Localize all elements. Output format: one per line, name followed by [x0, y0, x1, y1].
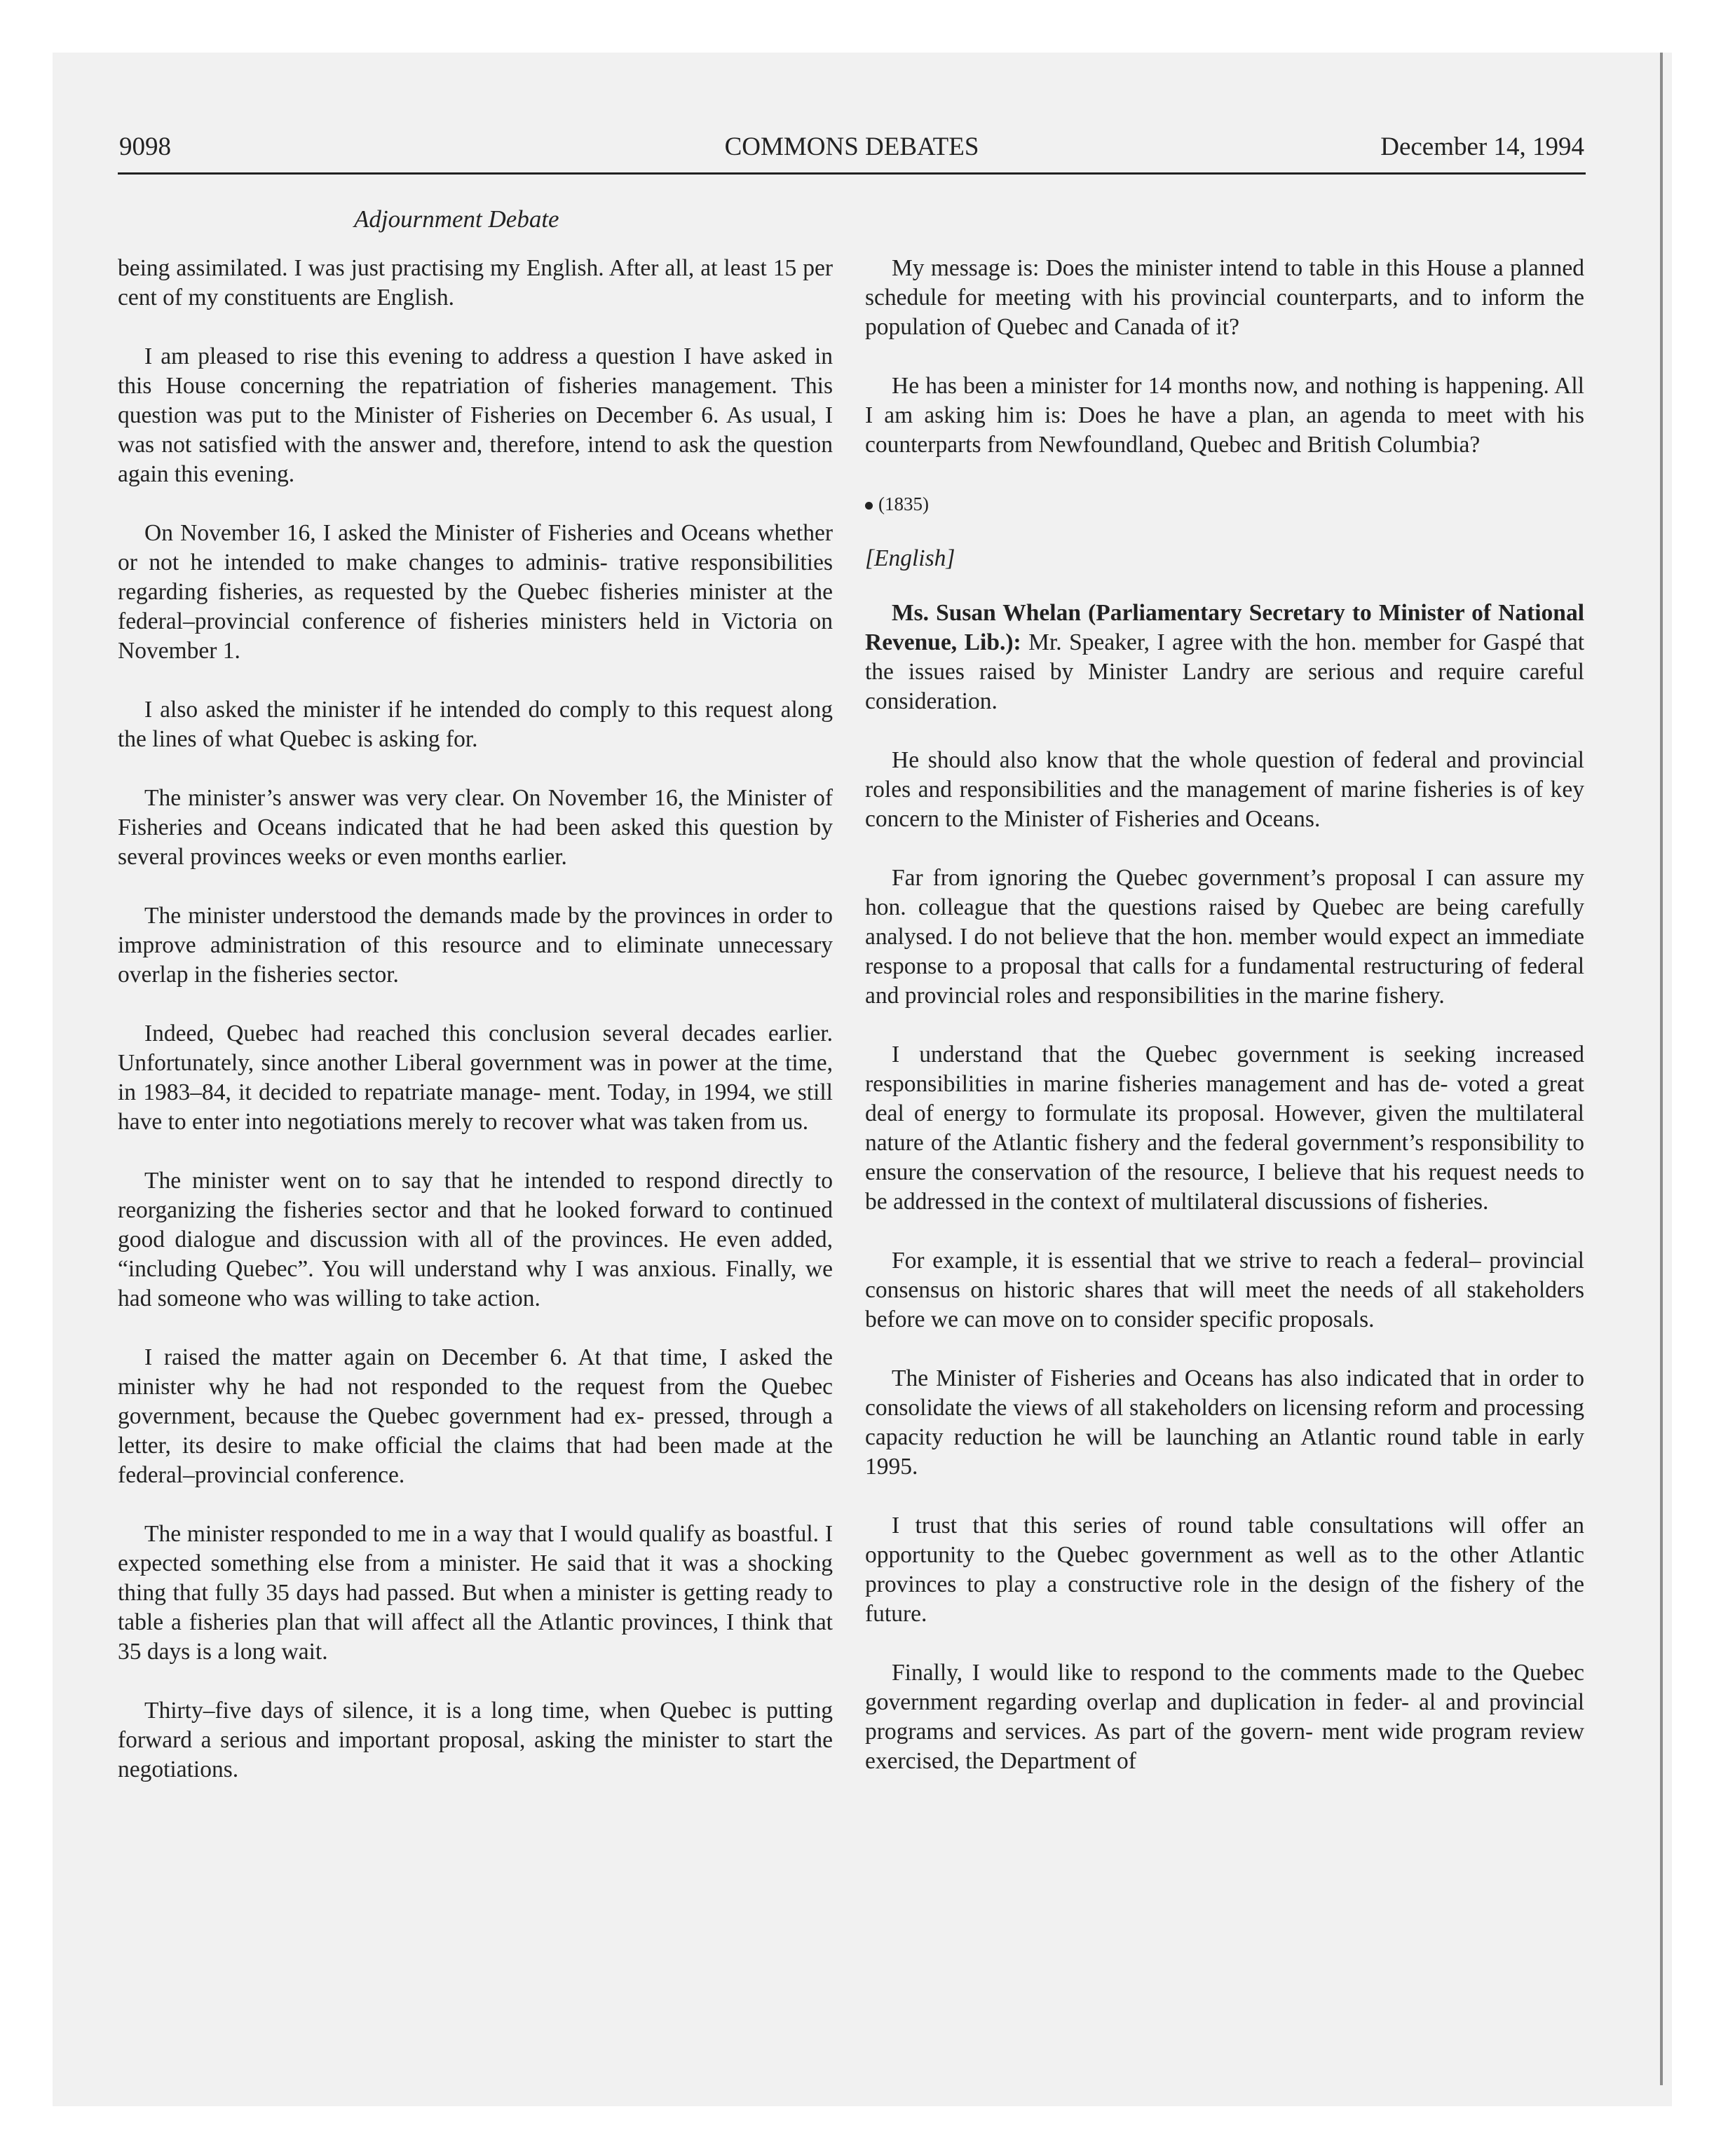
bullet-icon	[865, 502, 873, 510]
language-marker: [English]	[865, 545, 955, 571]
page-number: 9098	[119, 132, 171, 161]
paragraph: Far from ignoring the Quebec government’s proposal I can assure my hon. colleague that the questions raised by Quebec are being carefully analysed. I do not believe that the hon. member would expect an immediate response to a proposal that calls for a fundamental restructuring of federal and provincial roles and responsibilities in the marine fishery.	[865, 865, 1584, 1009]
paragraph: He has been a minister for 14 months now, and nothing is happening. All I am asking him is: Does he have a plan, an agenda to meet with his counterparts from Newfoundland, Quebec and British Columbia?	[865, 373, 1584, 458]
left-column	[118, 254, 833, 1814]
paragraph: Finally, I would like to respond to the comments made to the Quebec government regarding overlap and duplication in feder- al and provincial programs and services. As part of the govern- ment wide program review exercised, the Department of	[865, 1660, 1584, 1774]
timestamp-text: (1835)	[878, 493, 929, 514]
header-rule	[118, 172, 1586, 175]
publication-date: December 14, 1994	[1380, 132, 1584, 161]
paragraph: The minister went on to say that he intended to respond directly to reorganizing the fisheries sector and that he looked forward to continued good dialogue and discussion with all of the provinces. He even added, “including Quebec”. You will understand why I was anxious. Finally, we had someone who was willing to take action.	[118, 1168, 833, 1311]
section-title: Adjournment Debate	[354, 205, 559, 233]
paragraph: My message is: Does the minister intend to table in this House a planned schedule for meeting with his provincial counterparts, and to inform the population of Quebec and Canada of it?	[865, 255, 1584, 340]
paragraph: I also asked the minister if he intended do comply to this request along the lines of what Quebec is asking for.	[118, 697, 833, 752]
publication-title: COMMONS DEBATES	[724, 132, 979, 161]
paragraph: The Minister of Fisheries and Oceans has also indicated that in order to consolidate the views of all stakeholders on licensing reform and processing capacity reduction he will be launching an Atlantic round table in early 1995.	[865, 1365, 1584, 1480]
paragraph: I trust that this series of round table consultations will offer an opportunity to the Quebec government as well as to the other Atlantic provinces to play a constructive role in the design of the fishery of the future.	[865, 1513, 1584, 1627]
paragraph: The minister’s answer was very clear. On November 16, the Minister of Fisheries and Oceans indicated that he had been asked this question by several provinces weeks or even months earlier.	[118, 785, 833, 870]
paragraph: being assimilated. I was just practising my English. After all, at least 15 per cent of my constituents are English.	[118, 255, 833, 311]
paragraph: I am pleased to rise this evening to address a question I have asked in this House concerning the repatriation of fisheries management. This question was put to the Minister of Fisheries on December 6. As usual, I was not satisfied with the answer and, therefore, intend to ask the question again this evening.	[118, 343, 833, 487]
speaker-text: Mr. Speaker, I agree with the hon. member for Gaspé that the issues raised by Minister Landry are serious and require careful consideration.	[865, 629, 1585, 714]
paragraph: Thirty–five days of silence, it is a long time, when Quebec is putting forward a serious and important proposal, asking the minister to start the negotiations.	[118, 1698, 833, 1782]
paragraph: For example, it is essential that we strive to reach a federal– provincial consensus on historic shares that will meet the needs of all stakeholders before we can move on to consider specific proposals.	[865, 1248, 1584, 1332]
right-column	[865, 254, 1584, 1806]
paragraph: On November 16, I asked the Minister of Fisheries and Oceans whether or not he intended to make changes to adminis- trative responsibilities regarding fisheries, as requested by the Quebec fisheries minister at the federal–provincial conference of fisheries ministers held in Victoria on November 1.	[118, 520, 833, 664]
paragraph: The minister responded to me in a way that I would qualify as boastful. I expected something else from a minister. He said that it was a shocking thing that fully 35 days had passed. But when a minister is getting ready to table a fisheries plan that will affect all the Atlantic provinces, I think that 35 days is a long wait.	[118, 1521, 833, 1665]
paragraph: I understand that the Quebec government is seeking increased responsibilities in marine fisheries management and has de- voted a great deal of energy to formulate its proposal. However, given the multilateral nature of the Atlantic fishery and the federal government’s responsibility to ensure the conservation of the resource, I believe that his request needs to be addressed in the context of multilateral discussions of fisheries.	[865, 1042, 1584, 1215]
speaker-paragraph	[865, 599, 1584, 716]
page-edge-shadow	[1660, 53, 1663, 2085]
timestamp	[865, 489, 1584, 519]
speaker-name: Ms. Susan Whelan (Parliamentary Secretary to Minister of National Revenue, Lib.):	[865, 600, 1584, 655]
paragraph: The minister understood the demands made by the provinces in order to improve administration of this resource and to eliminate unnecessary overlap in the fisheries sector.	[118, 903, 833, 988]
paragraph: He should also know that the whole question of federal and provincial roles and responsibilities and the management of marine fisheries is of key concern to the Minister of Fisheries and Oceans.	[865, 747, 1584, 832]
paragraph: I raised the matter again on December 6. At that time, I asked the minister why he had not responded to the request from the Quebec government, because the Quebec government had ex- pressed, through a letter, its desire to make official the claims that had been made at the federal–provincial conference.	[118, 1344, 833, 1488]
paragraph: Indeed, Quebec had reached this conclusion several decades earlier. Unfortunately, since another Liberal government was in power at the time, in 1983–84, it decided to repatriate manage- ment. Today, in 1994, we still have to enter into negotiations merely to recover what was taken from us.	[118, 1021, 833, 1135]
